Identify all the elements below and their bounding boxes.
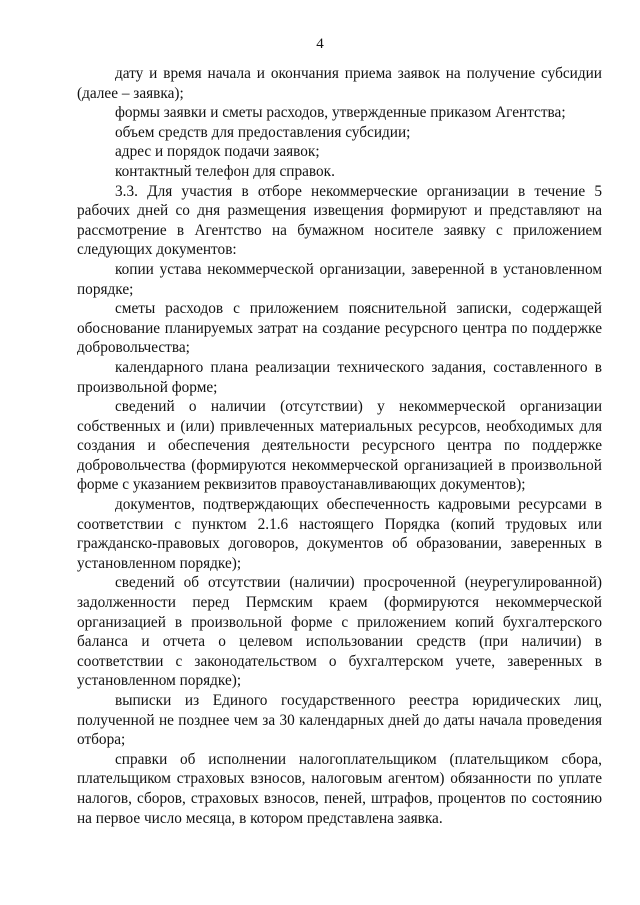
paragraph-expense-estimates: сметы расходов с приложением пояснительной записки, содержащей обоснование планируемых затрат на создание ресурсного центра по поддержке добровольчества; bbox=[77, 300, 602, 357]
paragraph-application-dates: дату и время начала и окончания приема заявок на получение субсидии (далее – заявка); bbox=[77, 65, 602, 102]
paragraph-calendar-plan: календарного плана реализации технического задания, составленного в произвольной форме; bbox=[77, 358, 602, 396]
paragraph-charter-copies: копии устава некоммерческой организации, заверенной в установленном порядке; bbox=[77, 260, 602, 298]
paragraph-staff-documents: документов, подтверждающих обеспеченность кадровыми ресурсами в соответствии с пунктом 2.1.6 настоящего Порядка (копий трудовых или гражданско-правовых договоров, документов об образовании, заверенных в установленном порядке); bbox=[77, 496, 602, 572]
paragraph-registry-extract: выписки из Единого государственного реестра юридических лиц, полученной не позднее чем за 30 календарных дней до даты начала проведения отбора; bbox=[77, 692, 602, 749]
paragraph-tax-certificate: справки об исполнении налогоплательщиком (плательщиком сбора, плательщиком страховых взносов, налоговым агентом) обязанности по уплате налогов, сборов, страховых взносов, пеней, штрафов, процентов по состоянию на первое число месяца, в котором представлена заявка. bbox=[77, 750, 602, 827]
paragraph-debt-info: сведений об отсутствии (наличии) просроченной (неурегулированной) задолженности перед Пермским краем (формируются некоммерческой организацией в произвольной форме с приложением копий бухгалтерского баланса и отчета о целевом использовании средств (при наличии) в соответствии с законодательством о бухгалтерском учете, заверенных в установленном порядке); bbox=[77, 574, 602, 690]
paragraph-resources-info: сведений о наличии (отсутствии) у некоммерческой организации собственных и (или) привлеченных материальных ресурсов, необходимых для создания и обеспечения деятельности ресурсного центра по поддержке добровольчества (формируются некоммерческой организацией в произвольной форме с указанием реквизитов правоустанавливающих документов); bbox=[77, 398, 602, 494]
document-body bbox=[77, 64, 602, 828]
paragraph-forms: формы заявки и сметы расходов, утвержденные приказом Агентства; bbox=[115, 104, 566, 122]
paragraph-clause-3-3: 3.3. Для участия в отборе некоммерческие организации в течение 5 рабочих дней со дня размещения извещения формируют и представляют на рассмотрение в Агентство на бумажном носителе заявку с приложением следующих документов: bbox=[77, 182, 602, 259]
page-number: 4 bbox=[316, 36, 324, 52]
paragraph-funds-volume: объем средств для предоставления субсидии; bbox=[115, 123, 411, 141]
paragraph-address: адрес и порядок подачи заявок; bbox=[115, 143, 320, 161]
paragraph-contact-phone: контактный телефон для справок. bbox=[115, 162, 335, 180]
